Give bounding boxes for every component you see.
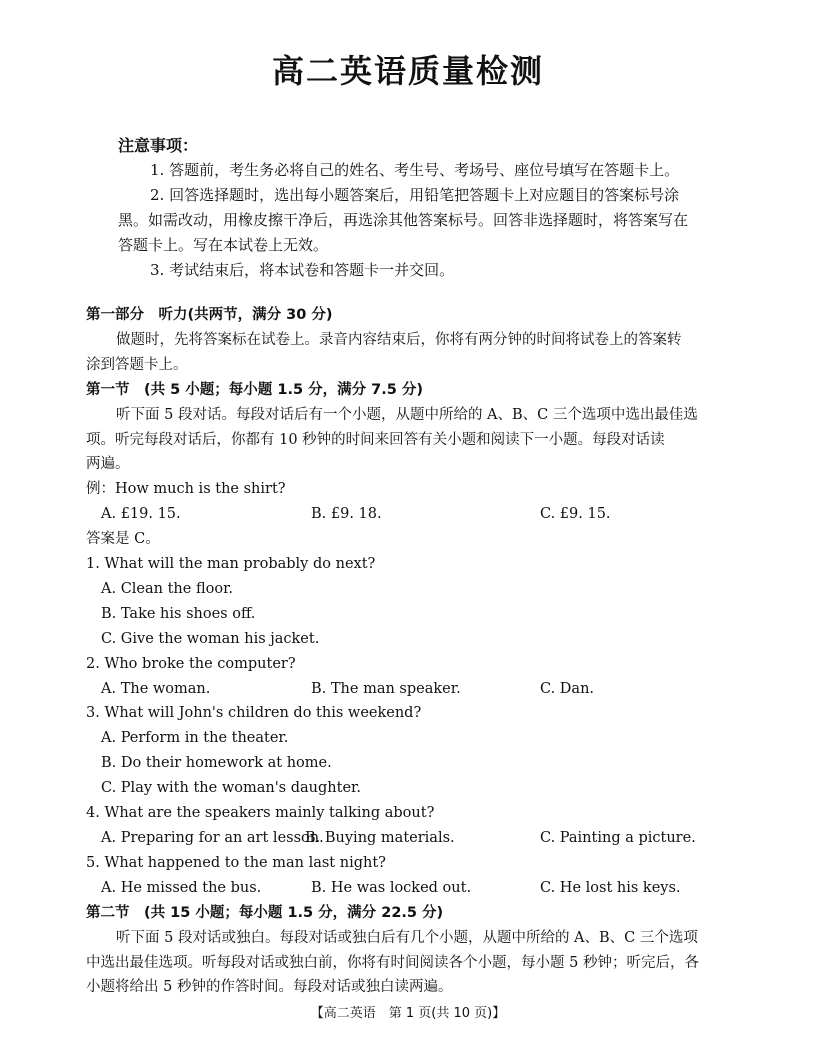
question-5-option-c: C. He lost his keys. [540, 879, 681, 896]
section-2-intro-line-2: 中选出最佳选项。听每段对话或独白前，你将有时间阅读各个小题，每小题 5 秒钟；听完后，各 [86, 954, 699, 971]
notice-item-1: 1. 答题前，考生务必将自己的姓名、考生号、考场号、座位号填写在答题卡上。 [150, 161, 680, 179]
question-5-options [86, 876, 736, 901]
question-4-option-a: A. Preparing for an art lesson. [101, 830, 324, 846]
section-2-intro-line-1: 听下面 5 段对话或独白。每段对话或独白后有几个小题，从题中所给的 A、B、C 三个选项 [116, 929, 698, 946]
question-3-option-c: C. Play with the woman's daughter. [101, 780, 361, 797]
question-4-option-c: C. Painting a picture. [540, 830, 696, 846]
part-1-heading: 第一部分 听力(共两节，满分 30 分) [86, 307, 333, 323]
question-4-option-b: B. Buying materials. [305, 830, 455, 846]
page-footer: 【高二英语 第 1 页(共 10 页)】 [310, 1006, 506, 1021]
notice-item-3: 3. 考试结束后，将本试卷和答题卡一并交回。 [150, 261, 455, 279]
page-title: 高二英语质量检测 [271, 52, 544, 90]
notice-block [118, 133, 718, 283]
section-1-intro-line-1: 听下面 5 段对话。每段对话后有一个小题，从题中所给的 A、B、C 三个选项中选出最佳选 [116, 406, 698, 423]
question-5-option-b: B. He was locked out. [311, 879, 472, 896]
question-1-option-c: C. Give the woman his jacket. [101, 630, 320, 647]
question-4-options [86, 826, 736, 851]
example-option-b: B. £9. 18. [311, 506, 382, 523]
question-4: 4. What are the speakers mainly talking about? [86, 805, 435, 822]
example-question: 例：How much is the shirt? [86, 481, 286, 498]
question-2: 2. Who broke the computer? [86, 655, 296, 672]
notice-heading: 注意事项： [118, 136, 199, 155]
section-1-intro-line-3: 两遍。 [86, 456, 130, 473]
section-2-heading: 第二节 (共 15 小题；每小题 1.5 分，满分 22.5 分) [86, 904, 444, 921]
question-1-option-a: A. Clean the floor. [101, 580, 234, 597]
question-2-option-a: A. The woman. [101, 680, 211, 697]
section-2-intro-line-3: 小题将给出 5 秒钟的作答时间。每段对话或独白读两遍。 [86, 979, 453, 996]
example-option-c: C. £9. 15. [540, 506, 611, 523]
example-options [86, 502, 736, 527]
question-3: 3. What will John's children do this weekend? [86, 705, 422, 722]
question-3-option-a: A. Perform in the theater. [101, 730, 289, 747]
section-1-intro-line-2: 项。听完每段对话后，你都有 10 秒钟的时间来回答有关小题和阅读下一小题。每段对话读 [86, 431, 665, 448]
part-1-intro-line-1: 做题时，先将答案标在试卷上。录音内容结束后，你将有两分钟的时间将试卷上的答案转 [116, 331, 682, 348]
question-1-option-b: B. Take his shoes off. [101, 605, 256, 622]
notice-item-2-line-3: 答题卡上。写在本试卷上无效。 [118, 236, 329, 254]
example-answer: 答案是 C。 [86, 531, 160, 548]
section-1-heading: 第一节 (共 5 小题；每小题 1.5 分，满分 7.5 分) [86, 381, 424, 398]
question-3-option-b: B. Do their homework at home. [101, 755, 332, 772]
question-2-option-b: B. The man speaker. [311, 680, 461, 697]
notice-item-2-line-2: 黑。如需改动，用橡皮擦干净后，再选涂其他答案标号。回答非选择题时，将答案写在 [118, 211, 689, 229]
question-1: 1. What will the man probably do next? [86, 556, 376, 573]
question-2-options [86, 677, 736, 702]
notice-item-2-line-1: 2. 回答选择题时，选出每小题答案后，用铅笔把答题卡上对应题目的答案标号涂 [150, 186, 680, 204]
example-option-a: A. £19. 15. [101, 506, 181, 523]
part-1-intro-line-2: 涂到答题卡上。 [86, 356, 188, 373]
question-5: 5. What happened to the man last night? [86, 854, 386, 871]
question-2-option-c: C. Dan. [540, 680, 595, 697]
part-1-listening [86, 303, 736, 1000]
question-5-option-a: A. He missed the bus. [101, 879, 262, 896]
